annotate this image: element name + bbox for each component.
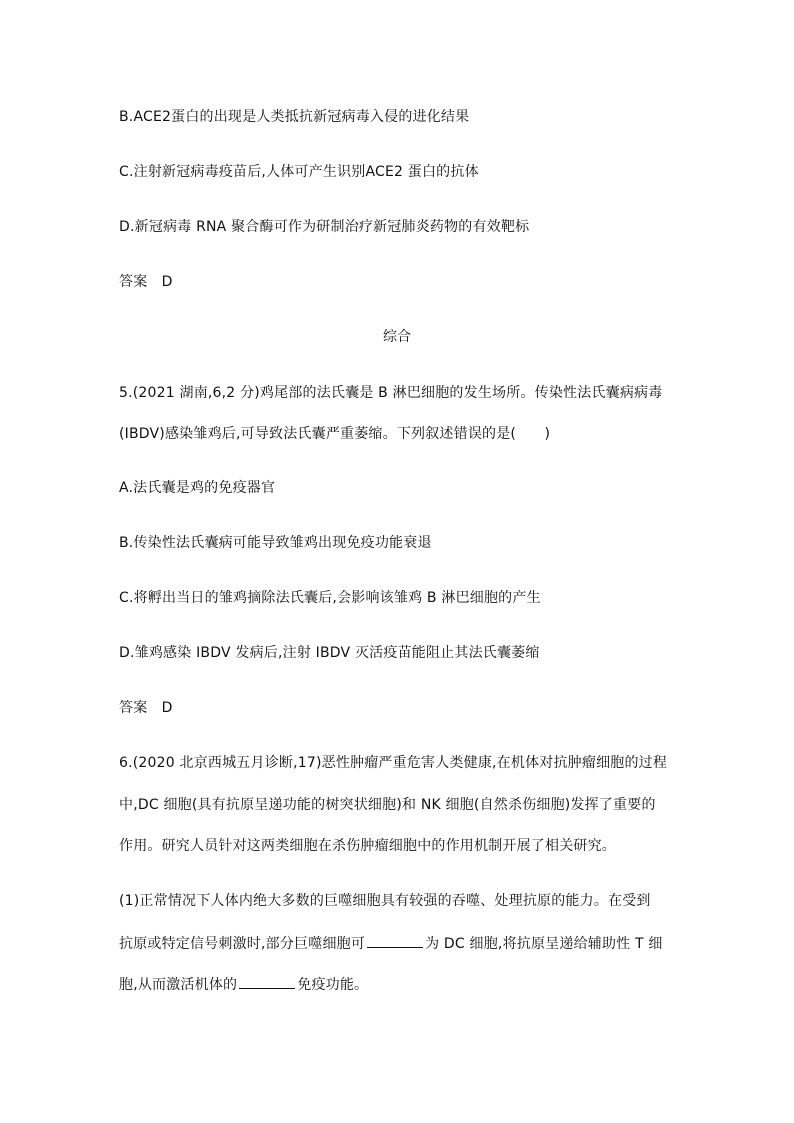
q6-part1-line3-before-blank: 胞,从而激活机体的 [119, 977, 238, 993]
q5-stem-line2: (IBDV)感染雏鸡后,可导致法氏囊严重萎缩。下列叙述错误的是( ) [119, 426, 551, 442]
q6-part1-line1: (1)正常情况下人体内绝大多数的巨噬细胞具有较强的吞噬、处理抗原的能力。在受到 [119, 893, 651, 909]
answer-blank-2 [239, 974, 295, 989]
q6-part1-line2 [119, 933, 663, 954]
q4-option-d: D.新冠病毒 RNA 聚合酶可作为研制治疗新冠肺炎药物的有效靶标 [119, 219, 530, 235]
q6-part1-line2-after-blank: 为 DC 细胞,将抗原呈递给辅助性 T 细 [425, 936, 663, 952]
q5-stem-line1: 5.(2021 湖南,6,2 分)鸡尾部的法氏囊是 B 淋巴细胞的发生场所。传染性法氏囊病病毒 [119, 385, 663, 401]
answer-blank-1 [367, 933, 423, 948]
q5-option-c: C.将孵出当日的雏鸡摘除法氏囊后,会影响该雏鸡 B 淋巴细胞的产生 [119, 590, 541, 606]
q6-part1-line3 [119, 974, 368, 995]
q5-option-b: B.传染性法氏囊病可能导致雏鸡出现免疫功能衰退 [119, 535, 432, 551]
q5-option-d: D.雏鸡感染 IBDV 发病后,注射 IBDV 灭活疫苗能阻止其法氏囊萎缩 [119, 645, 540, 661]
q4-option-b: B.ACE2蛋白的出现是人类抵抗新冠病毒入侵的进化结果 [119, 109, 470, 125]
q6-stem-line2: 中,DC 细胞(具有抗原呈递功能的树突状细胞)和 NK 细胞(自然杀伤细胞)发挥了重要的 [119, 797, 656, 813]
q6-part1-line2-before-blank: 抗原或特定信号刺激时,部分巨噬细胞可 [119, 936, 366, 952]
q6-stem-line1: 6.(2020 北京西城五月诊断,17)恶性肿瘤严重危害人类健康,在机体对抗肿瘤细胞的过程 [119, 755, 668, 771]
q6-part1-line3-after-blank: 免疫功能。 [297, 977, 369, 993]
section-title: 综合 [383, 329, 411, 345]
q5-answer: 答案 D [119, 700, 173, 716]
q4-answer: 答案 D [119, 274, 173, 290]
q5-option-a: A.法氏囊是鸡的免疫器官 [119, 480, 276, 496]
q4-option-c: C.注射新冠病毒疫苗后,人体可产生识别ACE2 蛋白的抗体 [119, 164, 479, 180]
q6-stem-line3: 作用。研究人员针对这两类细胞在杀伤肿瘤细胞中的作用机制开展了相关研究。 [119, 838, 616, 854]
